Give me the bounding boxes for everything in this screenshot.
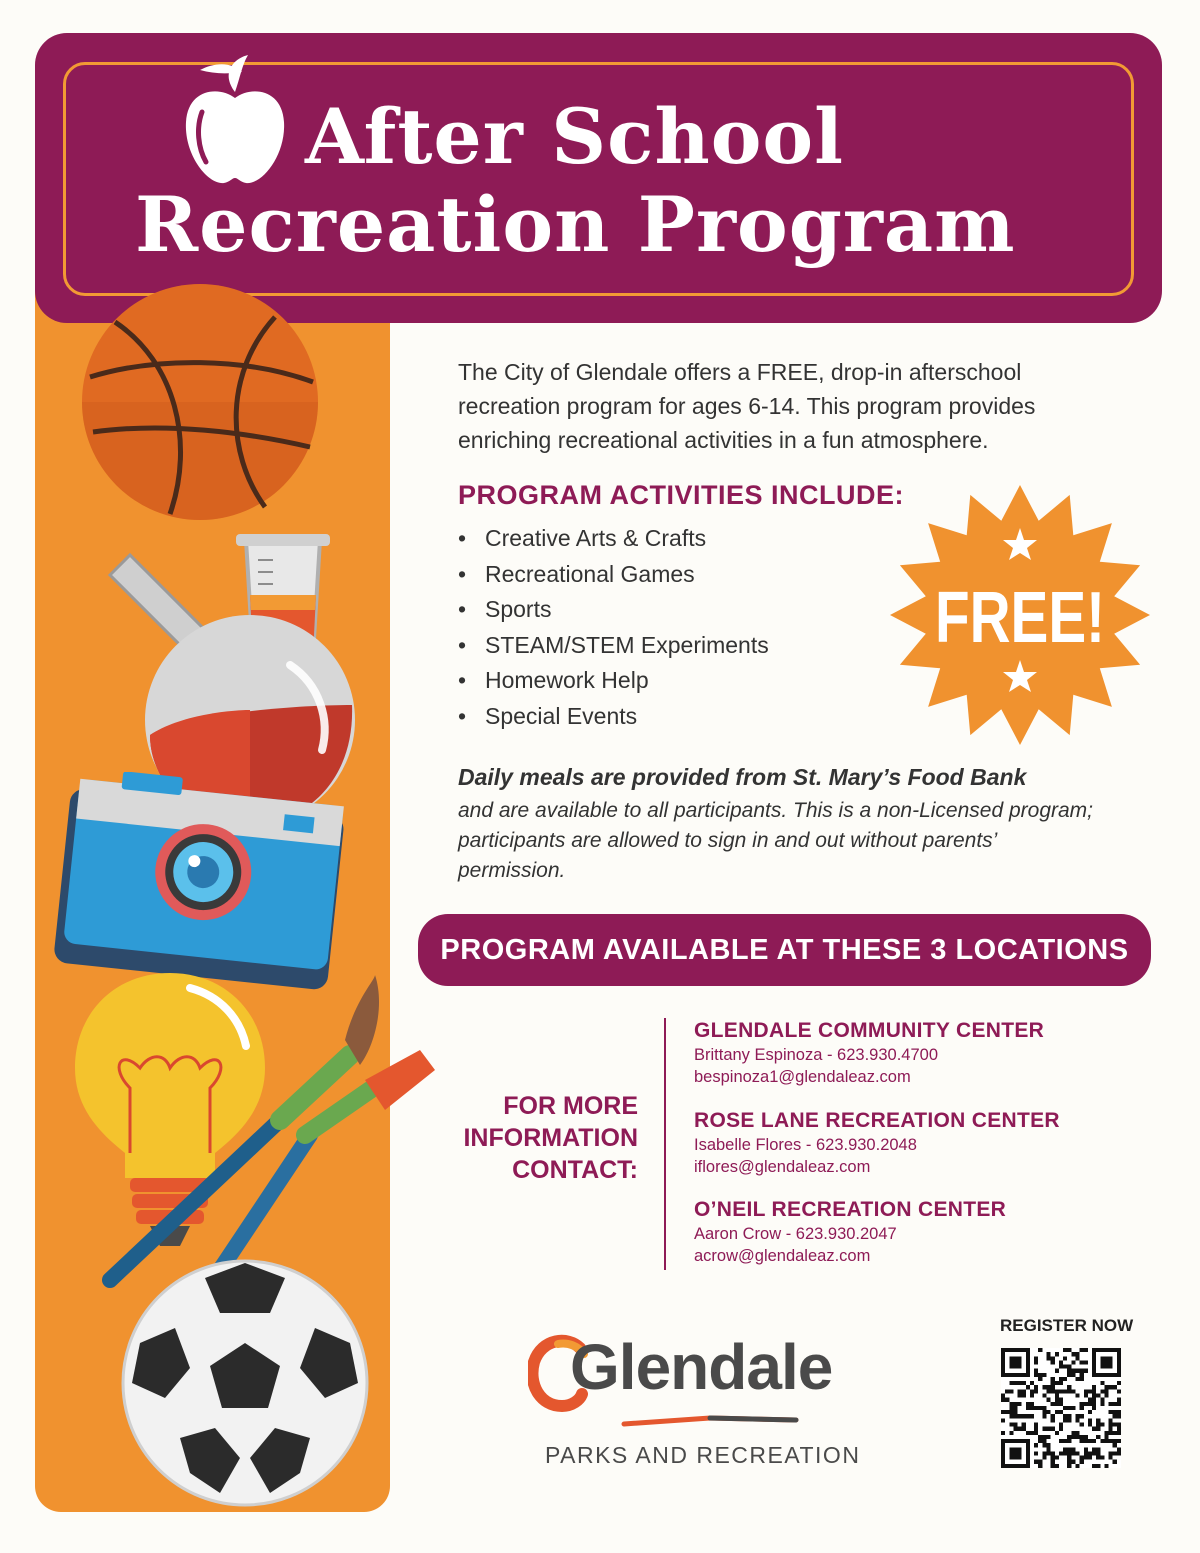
intro-paragraph: The City of Glendale offers a FREE, drop-in afterschool recreation program for ages 6-14. This program provides enriching recreational activities in a fun atmosphere. <box>458 359 1036 453</box>
contact-heading-line: CONTACT: <box>512 1156 638 1184</box>
center-rose-lane <box>694 1108 1060 1178</box>
center-contact-person: Brittany Espinoza - 623.930.4700 <box>694 1046 938 1064</box>
center-oneil <box>694 1197 1006 1267</box>
bullet: • <box>458 596 467 622</box>
paintbrush-icon <box>100 970 440 1300</box>
locations-label: PROGRAM AVAILABLE AT THESE 3 LOCATIONS <box>440 933 1129 966</box>
logo-underline-icon <box>620 1414 800 1428</box>
title-line-2: Recreation Program <box>135 180 1016 269</box>
center-email-link[interactable]: acrow@glendaleaz.com <box>694 1247 871 1265</box>
list-item <box>458 592 769 628</box>
activity-label: STEAM/STEM Experiments <box>485 631 769 658</box>
center-name: O’NEIL RECREATION CENTER <box>694 1198 1007 1221</box>
title-line-1: After School <box>305 92 844 181</box>
list-item <box>458 663 769 699</box>
meals-text: and are available to all participants. This is a non-Licensed program; participants are allowed to sign in and out without parents’ permission. <box>458 799 1094 882</box>
bullet: • <box>458 631 467 658</box>
activity-label: Homework Help <box>485 667 649 693</box>
bullet: • <box>458 560 467 587</box>
glendale-logo <box>520 1330 880 1480</box>
register-now-label: REGISTER NOW <box>1000 1316 1134 1335</box>
activities-list <box>458 521 769 734</box>
list-item <box>458 628 769 664</box>
activity-label: Recreational Games <box>485 560 695 587</box>
activities-heading: PROGRAM ACTIVITIES INCLUDE: <box>458 480 905 510</box>
bullet: • <box>458 702 467 729</box>
list-item <box>458 521 769 557</box>
bullet: • <box>458 525 467 551</box>
center-contact-person: Isabelle Flores - 623.930.2048 <box>694 1136 917 1154</box>
logo-wordmark: Glendale <box>570 1331 833 1403</box>
center-glendale-community <box>694 1018 1044 1088</box>
center-name: ROSE LANE RECREATION CENTER <box>694 1109 1060 1132</box>
soccer-ball-icon <box>120 1258 370 1508</box>
logo-subtitle: PARKS AND RECREATION <box>545 1442 861 1468</box>
apple-icon <box>180 50 290 190</box>
camera-icon <box>52 772 352 997</box>
activity-label: Special Events <box>485 702 638 729</box>
free-starburst-badge <box>888 484 1152 746</box>
center-contact-person: Aaron Crow - 623.930.2047 <box>694 1225 897 1243</box>
meals-heading: Daily meals are provided from St. Mary’s Food Bank <box>458 764 1027 790</box>
list-item <box>458 557 769 593</box>
activity-label: Sports <box>485 596 552 622</box>
center-email-link[interactable]: bespinoza1@glendaleaz.com <box>694 1068 911 1086</box>
center-name: GLENDALE COMMUNITY CENTER <box>694 1019 1045 1042</box>
divider <box>664 1018 666 1270</box>
contact-heading-line: FOR MORE <box>503 1092 638 1120</box>
contact-heading <box>420 1090 638 1186</box>
center-email-link[interactable]: iflores@glendaleaz.com <box>694 1158 871 1176</box>
list-item <box>458 699 769 735</box>
qr-code-icon[interactable] <box>1001 1348 1121 1468</box>
locations-banner <box>418 914 1151 986</box>
bullet: • <box>458 667 467 693</box>
activity-label: Creative Arts & Crafts <box>485 525 707 551</box>
contact-heading-line: INFORMATION <box>463 1124 638 1152</box>
free-label: FREE! <box>935 578 1105 658</box>
basketball-icon <box>75 282 325 522</box>
